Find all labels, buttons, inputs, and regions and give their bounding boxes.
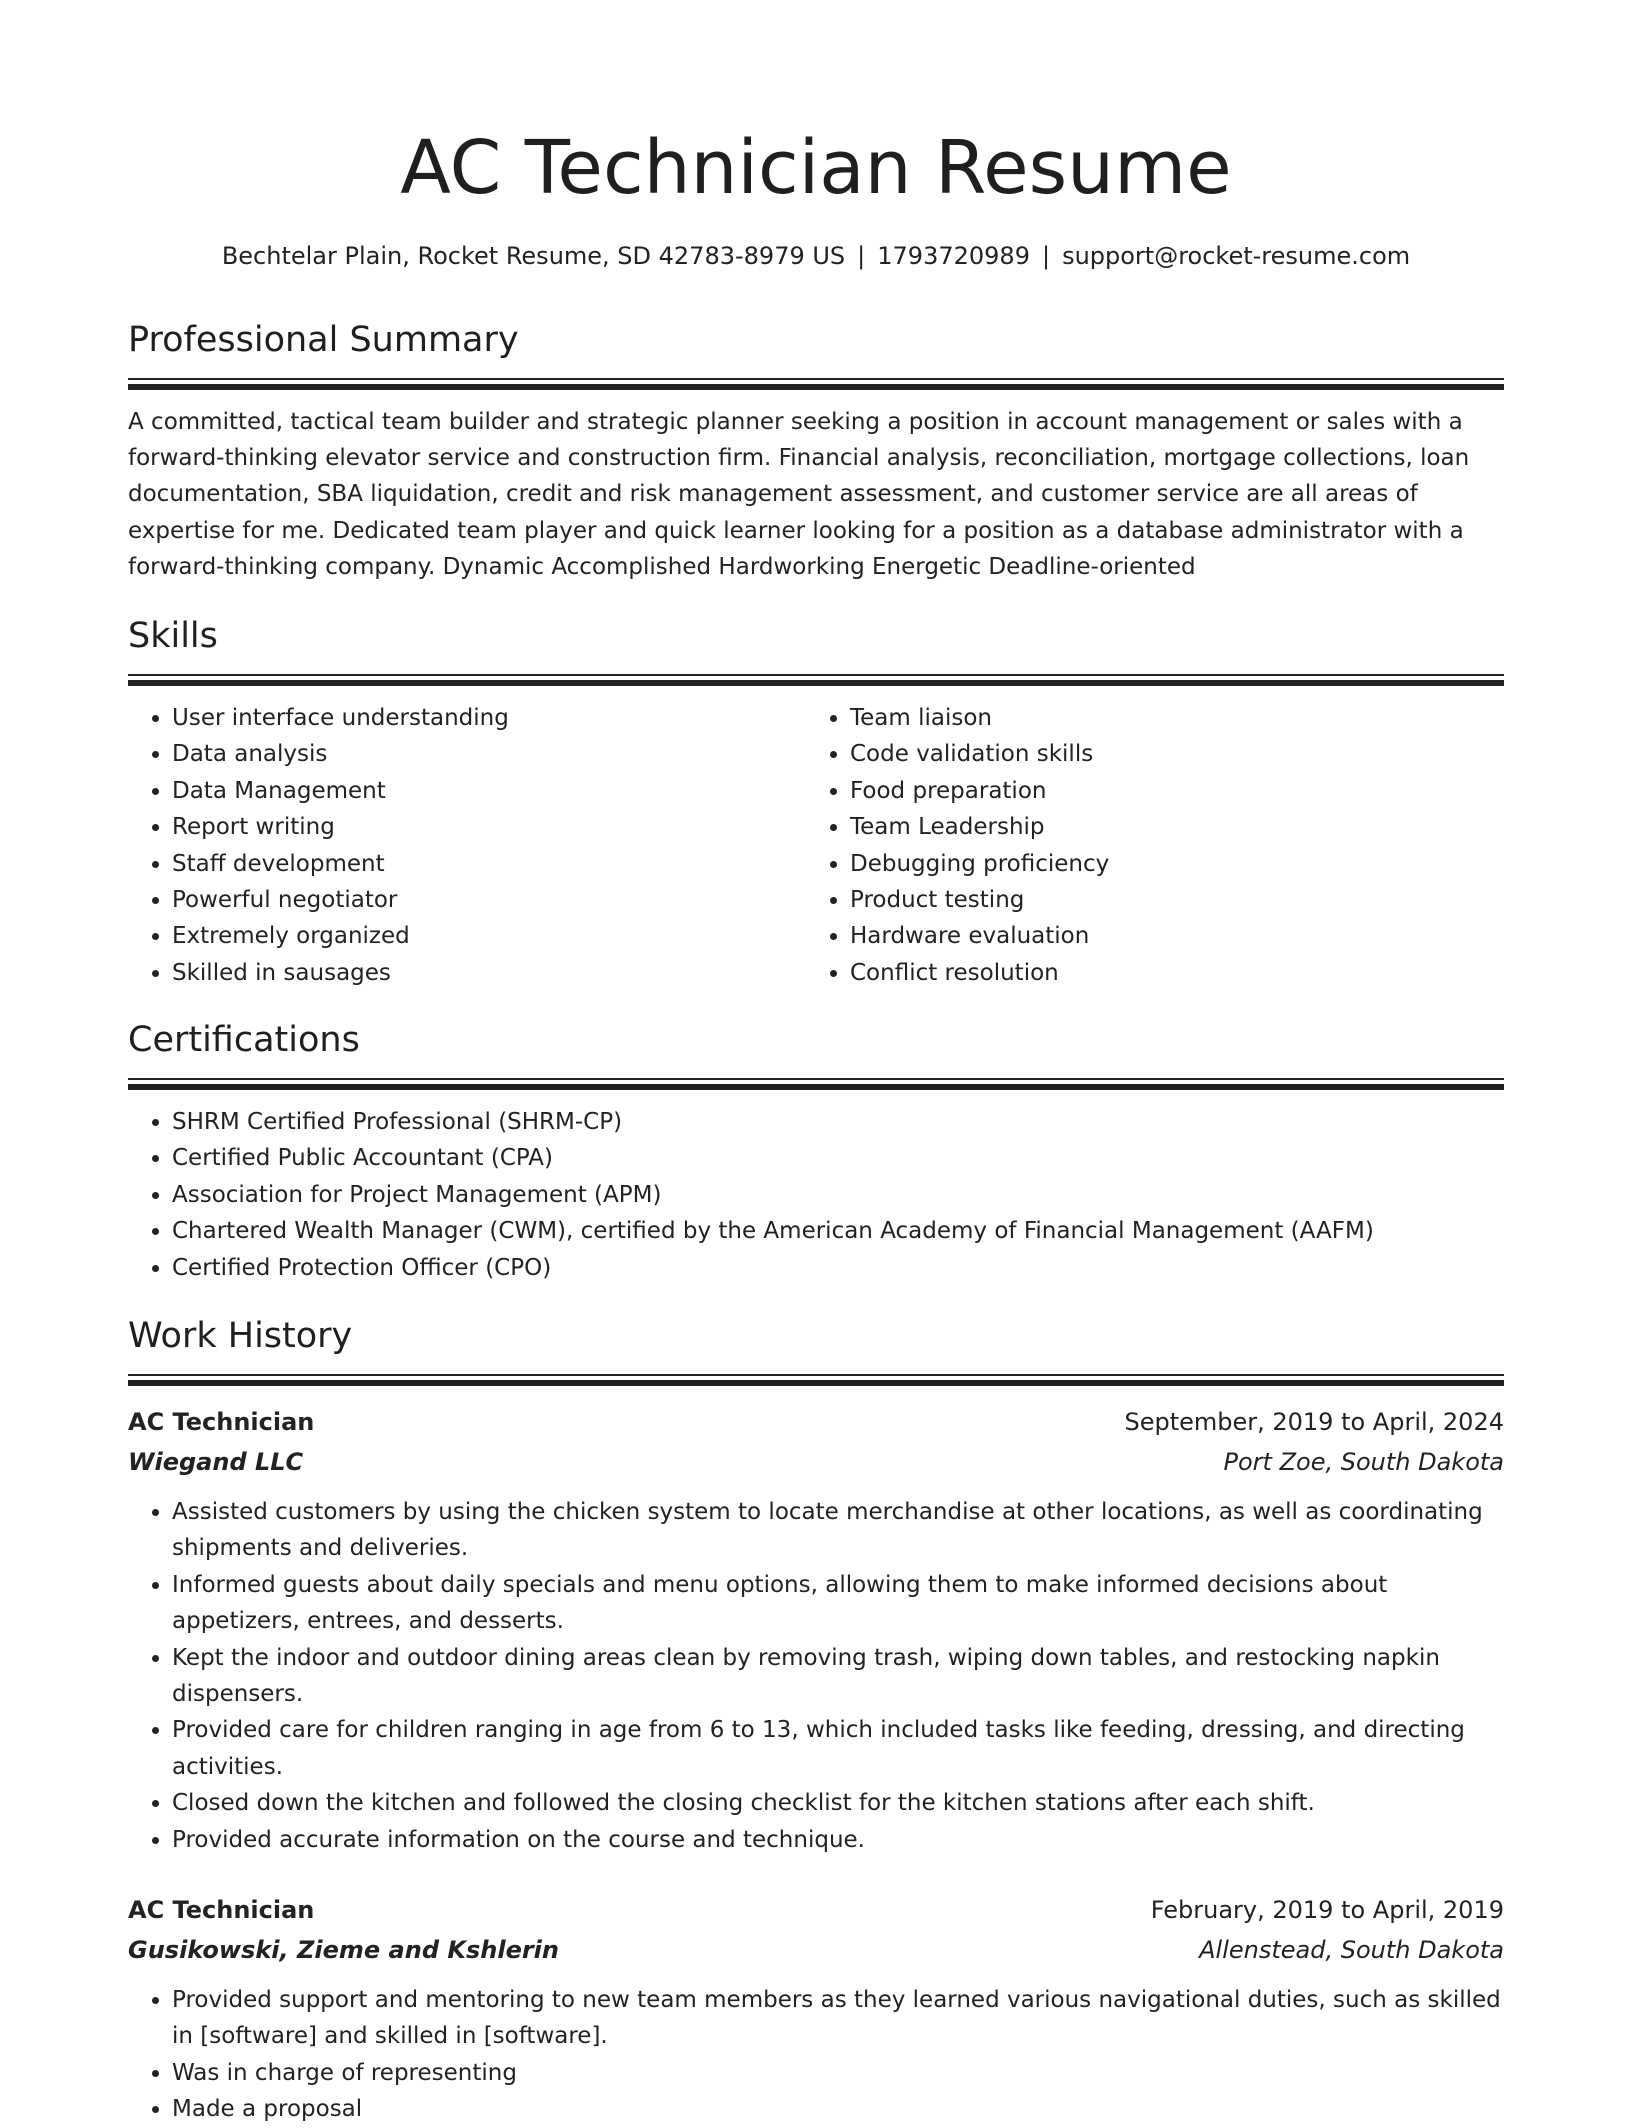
section-heading: Professional Summary bbox=[128, 320, 519, 360]
skill-item: • Extremely organized bbox=[172, 918, 808, 954]
job-dates: September, 2019 to April, 2024 bbox=[1124, 1408, 1504, 1436]
skill-item: • Powerful negotiator bbox=[172, 882, 808, 918]
job-entry bbox=[128, 1402, 1504, 1858]
certification-item: • Association for Project Management (APM) bbox=[172, 1177, 1504, 1213]
skill-item: • Data analysis bbox=[172, 736, 808, 772]
job-bullet: • Closed down the kitchen and followed the closing checklist for the kitchen stations after each shift. bbox=[172, 1785, 1504, 1821]
skill-item: • Data Management bbox=[172, 773, 808, 809]
job-title: AC Technician bbox=[128, 1896, 315, 1924]
certification-item: • Certified Protection Officer (CPO) bbox=[172, 1250, 1504, 1286]
job-entry bbox=[128, 1890, 1504, 2128]
certification-item: • Chartered Wealth Manager (CWM), certified by the American Academy of Financial Management (AAFM) bbox=[172, 1213, 1504, 1249]
certifications-section bbox=[128, 1016, 1504, 1286]
job-title: AC Technician bbox=[128, 1408, 315, 1436]
job-bullet: • Kept the indoor and outdoor dining areas clean by removing trash, wiping down tables, and restocking napkin dispensers. bbox=[172, 1640, 1504, 1713]
job-company: Wiegand LLC bbox=[128, 1448, 304, 1476]
section-divider bbox=[128, 1374, 1504, 1386]
contact-separator: | bbox=[1041, 242, 1051, 270]
job-bullet: • Assisted customers by using the chicken system to locate merchandise at other locations, as well as coordinating shipments and deliveries. bbox=[172, 1494, 1504, 1567]
skills-list-left bbox=[128, 700, 808, 991]
skill-item: • User interface understanding bbox=[172, 700, 808, 736]
job-header-row bbox=[128, 1890, 1504, 1930]
job-header-row bbox=[128, 1402, 1504, 1442]
job-bullet: • Informed guests about daily specials and menu options, allowing them to make informed decisions about appetizers, entrees, and desserts. bbox=[172, 1567, 1504, 1640]
skill-item: • Report writing bbox=[172, 809, 808, 845]
contact-address: Bechtelar Plain, Rocket Resume, SD 42783-8979 US bbox=[221, 242, 846, 270]
skill-item: • Code validation skills bbox=[850, 736, 1486, 772]
skill-item: • Team liaison bbox=[850, 700, 1486, 736]
certification-item: • Certified Public Accountant (CPA) bbox=[172, 1140, 1504, 1176]
skill-item: • Food preparation bbox=[850, 773, 1486, 809]
job-bullets bbox=[128, 1982, 1504, 2128]
job-bullet: • Was in charge of representing bbox=[172, 2055, 1504, 2091]
skill-item: • Team Leadership bbox=[850, 809, 1486, 845]
skill-item: • Debugging proficiency bbox=[850, 846, 1486, 882]
job-company: Gusikowski, Zieme and Kshlerin bbox=[128, 1936, 559, 1964]
skills-list-right bbox=[806, 700, 1486, 991]
certifications-list bbox=[128, 1104, 1504, 1286]
skills-columns bbox=[128, 700, 1504, 1000]
skills-column-left bbox=[128, 700, 808, 991]
section-heading: Skills bbox=[128, 616, 218, 656]
job-location: Allenstead, South Dakota bbox=[1199, 1936, 1504, 1964]
job-company-row bbox=[128, 1930, 1504, 1970]
skill-item: • Conflict resolution bbox=[850, 955, 1486, 991]
section-heading: Certifications bbox=[128, 1020, 360, 1060]
job-bullets bbox=[128, 1494, 1504, 1858]
certification-item: • SHRM Certified Professional (SHRM-CP) bbox=[172, 1104, 1504, 1140]
section-divider bbox=[128, 378, 1504, 390]
section-divider bbox=[128, 674, 1504, 686]
skill-item: • Skilled in sausages bbox=[172, 955, 808, 991]
job-bullet: • Made a proposal bbox=[172, 2091, 1504, 2127]
section-divider bbox=[128, 1078, 1504, 1090]
skill-item: • Staff development bbox=[172, 846, 808, 882]
contact-separator: | bbox=[857, 242, 866, 270]
job-location: Port Zoe, South Dakota bbox=[1223, 1448, 1504, 1476]
section-heading: Work History bbox=[128, 1316, 353, 1356]
contact-email: support@rocket-resume.com bbox=[1062, 242, 1411, 270]
resume-title: AC Technician Resume bbox=[400, 125, 1232, 211]
skill-item: • Product testing bbox=[850, 882, 1486, 918]
contact-line bbox=[128, 238, 1504, 274]
skill-item: • Hardware evaluation bbox=[850, 918, 1486, 954]
contact-phone: 1793720989 bbox=[877, 242, 1030, 270]
work-history-section bbox=[128, 1312, 1504, 1386]
skills-section bbox=[128, 612, 1504, 1000]
job-bullet: • Provided care for children ranging in age from 6 to 13, which included tasks like feeding, dressing, and directing activities. bbox=[172, 1712, 1504, 1785]
skills-column-right bbox=[806, 700, 1486, 991]
job-company-row bbox=[128, 1442, 1504, 1482]
summary-text: A committed, tactical team builder and strategic planner seeking a position in account management or sales with a forward-thinking elevator service and construction firm. Financial analysis, reconciliation, mortgage collections, loan documentation, SBA liquidation, credit and risk management assessment, and customer service are all areas of expertise for me. Dedicated team player and quick learner looking for a position as a database administrator with a forward-thinking company. Dynamic Accomplished Hardworking Energetic Deadline-oriented bbox=[128, 409, 1470, 580]
summary-section bbox=[128, 316, 1504, 585]
job-dates: February, 2019 to April, 2019 bbox=[1150, 1896, 1504, 1924]
job-bullet: • Provided accurate information on the course and technique. bbox=[172, 1822, 1504, 1858]
job-bullet: • Provided support and mentoring to new team members as they learned various navigational duties, such as skilled in [software] and skilled in [software]. bbox=[172, 1982, 1504, 2055]
